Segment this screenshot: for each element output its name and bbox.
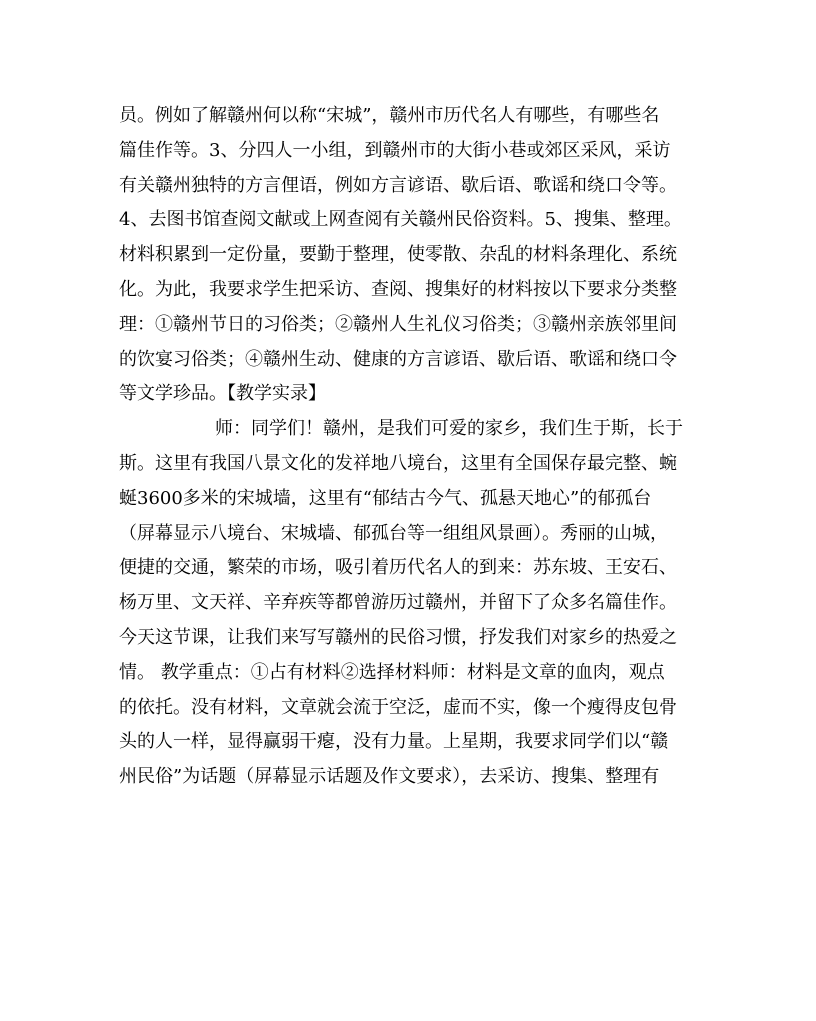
- text-line: 材料积累到一定份量，要勤于整理，使零散、杂乱的材料条理化、系统: [119, 244, 677, 266]
- text-line: 化。为此，我要求学生把采访、查阅、搜集好的材料按以下要求分类整: [119, 278, 677, 300]
- text-line-indented: 师：同学们！赣州，是我们可爱的家乡，我们生于斯，长于: [215, 418, 683, 440]
- text-line: 便捷的交通，繁荣的市场，吸引着历代名人的到来：苏东坡、王安石、: [119, 557, 677, 579]
- text-line: 州民俗”为话题（屏幕显示话题及作文要求），去采访、搜集、整理有: [119, 766, 660, 788]
- text-line: 的依托。没有材料，文章就会流于空泛，虚而不实，像一个瘦得皮包骨: [119, 696, 677, 718]
- text-line: 情。 教学重点：①占有材料②选择材料师：材料是文章的血肉，观点: [119, 661, 665, 683]
- text-line: 头的人一样，显得赢弱干瘪，没有力量。上星期，我要求同学们以“赣: [119, 731, 669, 753]
- text-line: 员。例如了解赣州何以称“宋城”，赣州市历代名人有哪些，有哪些名: [119, 105, 660, 126]
- text-line: 有关赣州独特的方言俚语，例如方言谚语、歇后语、歌谣和绕口令等。: [119, 174, 677, 196]
- text-line: 的饮宴习俗类；④赣州生动、健康的方言谚语、歇后语、歌谣和绕口令: [119, 348, 677, 370]
- body-text: [119, 99, 703, 795]
- text-line: 斯。这里有我国八景文化的发祥地八境台，这里有全国保存最完整、蜿: [119, 452, 677, 474]
- text-line: 等文学珍品。【教学实录】: [119, 383, 326, 405]
- text-line: 今天这节课，让我们来写写赣州的民俗习惯，抒发我们对家乡的热爱之: [119, 626, 677, 648]
- text-line: 理：①赣州节日的习俗类；②赣州人生礼仪习俗类；③赣州亲族邻里间: [119, 313, 677, 335]
- text-line: 杨万里、文天祥、辛弃疾等都曾游历过赣州，并留下了众多名篇佳作。: [119, 592, 677, 614]
- text-line: 篇佳作等。3、分四人一小组，到赣州市的大街小巷或郊区采风，采访: [119, 139, 671, 161]
- text-line: 蜒3600多米的宋城墙，这里有“郁结古今气、孤悬天地心”的郁孤台: [119, 487, 652, 509]
- text-line: 4、去图书馆查阅文献或上网查阅有关赣州民俗资料。5、搜集、整理。: [119, 209, 682, 231]
- text-line: （屏幕显示八境台、宋城墙、郁孤台等一组组风景画）。秀丽的山城，: [119, 522, 668, 544]
